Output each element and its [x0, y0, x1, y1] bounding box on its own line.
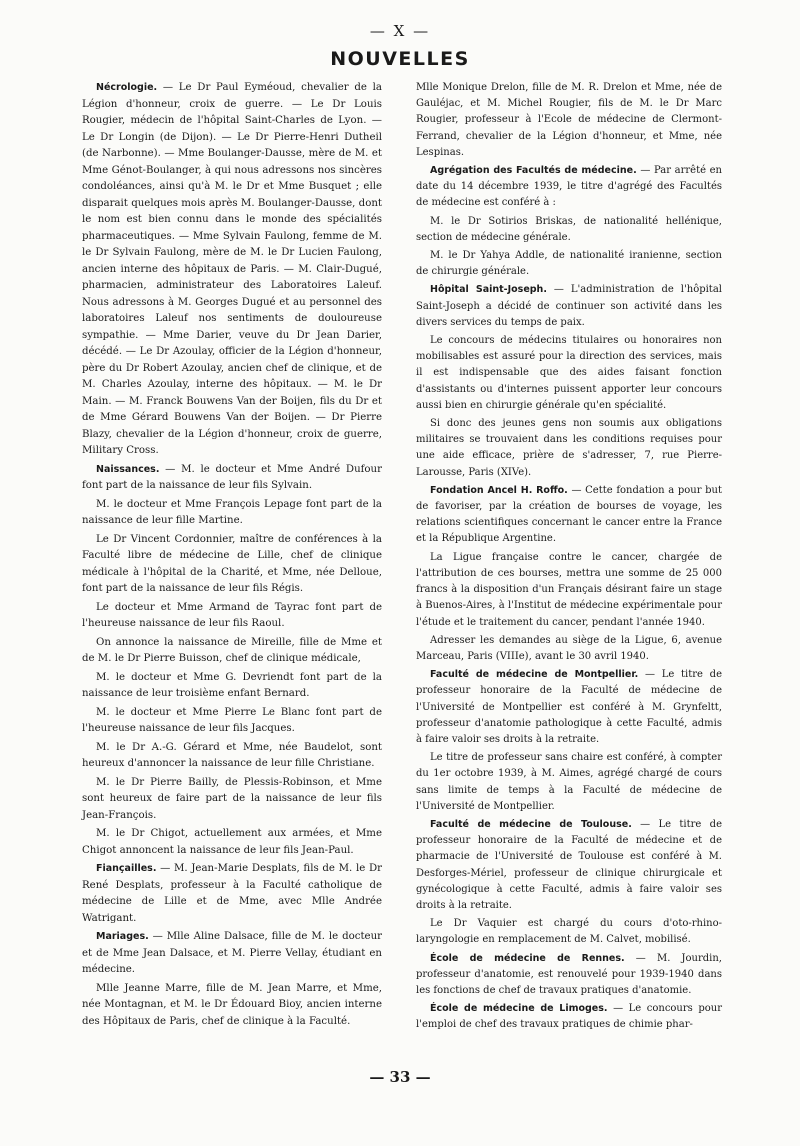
news-paragraph [82, 775, 382, 825]
news-paragraph [82, 532, 382, 598]
news-paragraph [82, 826, 382, 859]
news-text: Le concours de médecins titulaires ou honoraires non mobilisables est assuré pour la direction des services, mais il est indispensable que des aides faisant fonction d'assistants ou d'internes puissent apporter leur concours aussi bien en chirurgie générale qu'en spécialité. [416, 335, 722, 411]
news-paragraph [82, 80, 382, 460]
news-paragraph [416, 550, 722, 631]
news-heading: École de médecine de Rennes. [430, 952, 625, 964]
news-paragraph [82, 929, 382, 979]
news-paragraph [416, 333, 722, 414]
news-text: Mlle Monique Drelon, fille de M. R. Drelon et Mme, née de Gauléjac, et M. Michel Rougier, fils de M. le Dr Marc Rougier, professeur à l'Ecole de médecine de Clermont-Ferrand, chevalier de la Légion d'honneur, et Mme, née Lespinas. [416, 82, 722, 158]
news-paragraph [416, 951, 722, 1000]
news-paragraph [82, 600, 382, 633]
page-header: — X — [369, 22, 431, 40]
news-text: M. le Dr Chigot, actuellement aux armées, et Mme Chigot annoncent la naissance de leur fils Jean-Paul. [82, 828, 382, 856]
news-heading: Fondation Ancel H. Roffo. [430, 484, 568, 496]
news-paragraph [82, 670, 382, 703]
news-heading: Agrégation des Facultés de médecine. [430, 165, 637, 177]
section-title: NOUVELLES [330, 48, 470, 70]
news-text: M. le docteur et Mme François Lepage font part de la naissance de leur fille Martine. [82, 498, 382, 526]
news-paragraph [416, 282, 722, 331]
news-paragraph [416, 80, 722, 161]
news-text: M. le docteur et Mme G. Devriendt font part de la naissance de leur troisième enfant Bernard. [82, 671, 382, 699]
news-heading: Faculté de médecine de Toulouse. [430, 818, 632, 830]
news-paragraph [416, 214, 722, 246]
news-heading: Mariages. [96, 931, 149, 942]
news-text: Le docteur et Mme Armand de Tayrac font part de l'heureuse naissance de leur fils Raoul. [82, 601, 382, 629]
news-text: M. le Dr Yahya Addle, de nationalité iranienne, section de chirurgie générale. [416, 250, 722, 278]
news-text: Adresser les demandes au siège de la Ligue, 6, avenue Marceau, Paris (VIIIe), avant le 30 avril 1940. [416, 634, 722, 662]
news-text: — Le titre de professeur honoraire de la Faculté de médecine de l'Université de Montpellier est conféré à M. Grynfeltt, professeur d'anatomie pathologique à cette Faculté, admis à faire valoir ses droits à la retraite. [416, 669, 722, 745]
news-text: M. le Dr Sotirios Briskas, de nationalité hellénique, section de médecine générale. [416, 215, 722, 243]
news-paragraph [416, 163, 722, 212]
news-heading: Fiançailles. [96, 863, 157, 874]
news-text: Le Dr Vaquier est chargé du cours d'oto-rhino-laryngologie en remplacement de M. Calvet, mobilisé. [416, 918, 722, 946]
news-text: — Le Dr Paul Eyméoud, chevalier de la Légion d'honneur, croix de guerre. — Le Dr Louis Rougier, médecin de l'hôpital Saint-Charles de Lyon. — Le Dr Longin (de Dijon). — Le Dr Pierre-Henri Dutheil (de Narbonne). — Mme Boulanger-Dausse, mère de M. et Mme Génot-Boulanger, à qui nous adressons nos sincères condoléances, ainsi qu'à M. le Dr et Mme Busquet ; elle disparait quelques mois après M. Boulanger-Dausse, dont le nom est bien connu dans le monde des spécialités pharmaceutiques. — Mme Sylvain Faulong, femme de M. le Dr Sylvain Faulong, mère de M. le Dr Lucien Faulong, ancien interne des hôpitaux de Paris. — M. Clair-Dugué, pharmacien, administrateur des Laboratoires Laleuf. Nous adressons à M. Georges Dugué et au personnel des laboratoires Laleuf nos sentiments de douloureuse sympathie. — Mme Darier, veuve du Dr Jean Darier, décédé. — Le Dr Azoulay, officier de la Légion d'honneur, père du Dr Robert Azoulay, ancien chef de clinique, et de M. Charles Azoulay, interne des hôpitaux. — M. le Dr Main. — M. Franck Bouwens Van der Boijen, fils du Dr et de Mme Gérard Bouwens Van der Boijen. — Dr Pierre Blazy, chevalier de la Légion d'honneur, croix de guerre, Military Cross. [82, 82, 382, 456]
news-paragraph [82, 462, 382, 495]
news-paragraph [82, 981, 382, 1031]
news-paragraph [416, 750, 722, 815]
news-text: Si donc des jeunes gens non soumis aux obligations militaires se trouvaient dans les conditions requises pour une aide efficace, prière de s'adresser, 7, rue Pierre-Larousse, Paris (XIVe). [416, 418, 722, 478]
news-paragraph [416, 483, 722, 548]
news-paragraph [82, 635, 382, 668]
news-paragraph [416, 416, 722, 481]
news-text: On annonce la naissance de Mireille, fille de Mme et de M. le Dr Pierre Buisson, chef de clinique médicale, [82, 636, 382, 664]
news-paragraph [82, 861, 382, 927]
news-heading: Faculté de médecine de Montpellier. [430, 669, 639, 681]
news-paragraph [82, 740, 382, 773]
news-text: Le Dr Vincent Cordonnier, maître de conférences à la Faculté libre de médecine de Lille, chef de clinique médicale à l'hôpital de la Charité, et Mme, née Delloue, font part de la naissance de leur fils Régis. [82, 533, 382, 594]
news-paragraph [416, 248, 722, 280]
news-heading: Nécrologie. [96, 82, 158, 93]
news-heading: Naissances. [96, 463, 160, 475]
news-text: — Par arrêté en date du 14 décembre 1939, le titre d'agrégé des Facultés de médecine est conféré à : [416, 165, 722, 209]
right-column [416, 80, 722, 1036]
news-paragraph [416, 667, 722, 748]
news-text: M. le Dr A.-G. Gérard et Mme, née Baudelot, sont heureux d'annoncer la naissance de leur fille Christiane. [82, 741, 382, 769]
news-paragraph [416, 633, 722, 665]
news-paragraph [416, 817, 722, 914]
news-text: — Mlle Aline Dalsace, fille de M. le docteur et de Mme Jean Dalsace, et M. Pierre Vellay, étudiant en médecine. [82, 931, 382, 975]
news-paragraph [82, 705, 382, 738]
news-text: — Le titre de professeur honoraire de la Faculté de médecine et de pharmacie de l'Université de Toulouse est conféré à M. Desforges-Mériel, professeur de clinique chirurgicale et gynécologique à cette Faculté, admis à faire valoir ses droits à la retraite. [416, 818, 723, 911]
news-heading: Hôpital Saint-Joseph. [430, 284, 547, 296]
news-paragraph [416, 1001, 722, 1033]
news-heading: École de médecine de Limoges. [430, 1003, 608, 1015]
news-text: Le titre de professeur sans chaire est conféré, à compter du 1er octobre 1939, à M. Aimes, agrégé chargé de cours sans limite de temps à la Faculté de médecine de l'Université de Montpellier. [416, 752, 722, 812]
news-text: — M. Jourdin, professeur d'anatomie, est renouvelé pour 1939-1940 dans les fonctions de chef de travaux pratiques d'anatomie. [416, 952, 722, 996]
news-text: — M. Jean-Marie Desplats, fils de M. le Dr René Desplats, professeur à la Faculté catholique de médecine de Lille et de Mme, avec Mlle Andrée Watrigant. [82, 863, 382, 924]
news-paragraph [82, 497, 382, 530]
news-text: — Le concours pour l'emploi de chef des travaux pratiques de chimie phar- [416, 1003, 722, 1031]
news-text: M. le docteur et Mme Pierre Le Blanc font part de l'heureuse naissance de leur fils Jacques. [82, 706, 382, 734]
news-text: Mlle Jeanne Marre, fille de M. Jean Marre, et Mme, née Montagnan, et M. le Dr Édouard Bioy, ancien interne des Hôpitaux de Paris, chef de clinique à la Faculté. [82, 982, 382, 1027]
left-column [82, 80, 382, 1032]
news-text: — Cette fondation a pour but de favoriser, par la création de bourses de voyage, les relations scientifiques concernant le cancer entre la France et la République Argentine. [416, 484, 723, 545]
news-text: — L'administration de l'hôpital Saint-Joseph a décidé de continuer son activité dans les divers services du temps de paix. [416, 284, 722, 328]
news-text: La Ligue française contre le cancer, chargée de l'attribution de ces bourses, mettra une somme de 25 000 francs à la disposition d'un Français désirant faire un stage à Buenos-Aires, à l'Institut de médecine expérimentale pour l'étude et le traitement du cancer, pendant l'année 1940. [416, 551, 722, 628]
news-paragraph [416, 916, 722, 948]
page-number: — 33 — [369, 1068, 431, 1086]
news-text: — M. le docteur et Mme André Dufour font part de la naissance de leur fils Sylvain. [82, 463, 382, 491]
news-text: M. le Dr Pierre Bailly, de Plessis-Robinson, et Mme sont heureux de faire part de la naissance de leur fils Jean-François. [82, 776, 382, 821]
